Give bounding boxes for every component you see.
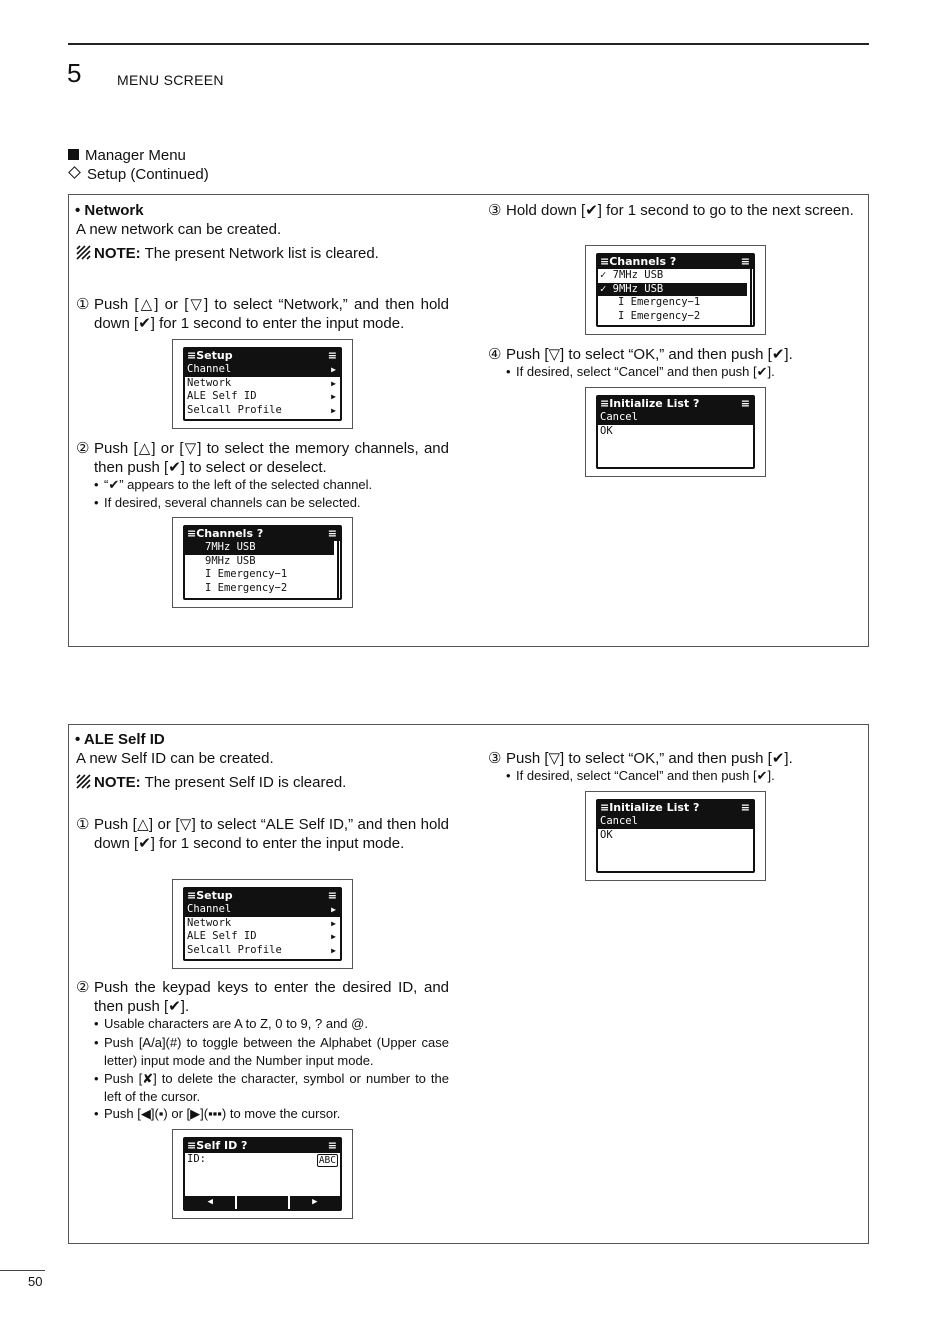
network-intro: A new network can be created.: [76, 221, 282, 238]
lcd-row: Cancel: [598, 815, 753, 829]
lcd-row: Channel ▶: [185, 363, 340, 377]
ale-step-2-bullet-4: • Push [◀](▪) or [▶](▪▪▪) to move the cursor.: [94, 1106, 341, 1121]
menu-icon: ≡: [600, 801, 610, 814]
lcd-row: Selcall Profile ▶: [187, 943, 336, 956]
arrow-right-icon: ▶: [331, 918, 336, 928]
arrow-right-icon: ▶: [331, 932, 336, 941]
menu-icon: ≡: [327, 527, 337, 540]
square-bullet-icon: [68, 149, 79, 160]
page-number: 50: [28, 1274, 43, 1289]
menu-icon: ≡: [740, 397, 750, 410]
section-subtitle: Setup (Continued): [68, 166, 209, 183]
lcd-row: ALE Self ID ▶: [187, 390, 336, 402]
network-step-3: ③ Hold down [✔] for 1 second to go to the next screen.: [488, 202, 854, 219]
ale-self-id-screen: ≡Self ID ? ≡ ID: ABC ◀ ▶: [172, 1129, 353, 1219]
note-icon: [76, 245, 91, 260]
network-step-2-bullet-2: • If desired, several channels can be selected.: [94, 495, 361, 510]
menu-icon: ≡: [740, 255, 750, 268]
section-title: Manager Menu: [68, 147, 186, 164]
lcd-row: Network ▶: [187, 376, 336, 389]
menu-icon: ≡: [600, 255, 610, 268]
lcd-row: Channel ▶: [185, 903, 340, 917]
lcd-row: Selcall Profile ▶: [187, 403, 336, 416]
arrow-right-icon: ▶: [331, 378, 336, 388]
lcd-row: 7MHz USB: [185, 541, 334, 555]
menu-icon: ≡: [187, 349, 197, 362]
ale-step-3: ③ Push [▽] to select “OK,” and then push [✔].: [488, 750, 793, 767]
network-step-1: ① Push [△] or [▽] to select “Network,” and then hold down [✔] for 1 second to enter the input mode.: [76, 296, 449, 332]
note-icon: [76, 774, 91, 789]
menu-icon: ≡: [327, 889, 337, 902]
network-heading: • Network: [75, 202, 144, 219]
lcd-row: OK: [600, 828, 613, 841]
network-channels-screen: ≡Channels ? ≡ 7MHz USB 9MHz USB I Emergency−1 I Emergency−2: [172, 517, 353, 608]
ale-initialize-screen: ≡Initialize List ? ≡ Cancel OK: [585, 791, 766, 881]
network-step-2-bullet-1: • “✔” appears to the left of the selected channel.: [94, 477, 373, 492]
arrow-right-icon: ▶: [331, 392, 336, 401]
ale-step-3-bullet-1: • If desired, select “Cancel” and then push [✔].: [506, 768, 775, 783]
input-mode-badge: ABC: [318, 1155, 336, 1166]
lcd-row: Network ▶: [187, 916, 336, 929]
ale-step-2-bullet-2: • Push [A/a](#) to toggle between the Alphabet (Upper case letter) input mode and the Number input mode.: [94, 1035, 449, 1068]
check-icon: ✓: [600, 282, 607, 295]
ale-step-2-bullet-1: • Usable characters are A to Z, 0 to 9, ? and @.: [94, 1016, 368, 1031]
cursor-left-key: ◀: [185, 1196, 235, 1209]
network-step-4-bullet-1: • If desired, select “Cancel” and then push [✔].: [506, 364, 775, 379]
arrow-right-icon: ▶: [331, 405, 336, 415]
menu-icon: ≡: [187, 1139, 197, 1152]
arrow-right-icon: ▶: [331, 945, 336, 955]
lcd-row: [185, 1153, 340, 1167]
check-icon: ✓: [600, 269, 607, 281]
ale-step-2-bullet-3: • Push [✘] to delete the character, symbol or number to the left of the cursor.: [94, 1071, 449, 1104]
ale-note: NOTE: The present Self ID is cleared.: [76, 773, 346, 792]
network-setup-screen: ≡Setup ≡ Channel ▶ Network ▶ ALE Self ID ▶ Selcall Profile ▶: [172, 339, 353, 429]
scrollbar: [750, 269, 752, 327]
menu-icon: ≡: [327, 349, 337, 362]
chapter-title: MENU SCREEN: [117, 72, 224, 88]
ale-step-1: ① Push [△] or [▽] to select “ALE Self ID,” and then hold down [✔] for 1 second to enter the input mode.: [76, 816, 449, 852]
footer-rule: [0, 1270, 45, 1271]
lcd-row: 9MHz USB: [205, 554, 256, 567]
id-label: ID:: [187, 1153, 206, 1165]
ale-heading: • ALE Self ID: [75, 731, 165, 748]
diamond-bullet-icon: [68, 166, 81, 179]
arrow-right-icon: ▶: [331, 905, 336, 914]
network-step-2: ② Push [△] or [▽] to select the memory channels, and then push [✔] to select or deselect.: [76, 440, 449, 476]
arrow-right-icon: ▶: [331, 365, 336, 374]
lcd-row: ALE Self ID ▶: [187, 930, 336, 942]
scrollbar: [337, 541, 339, 600]
network-step-4: ④ Push [▽] to select “OK,” and then push [✔].: [488, 346, 793, 363]
lcd-row: ✓ 7MHz USB: [600, 269, 664, 281]
ale-step-2: ② Push the keypad keys to enter the desired ID, and then push [✔].: [76, 979, 449, 1015]
cursor-right-key: ▶: [290, 1196, 340, 1209]
lcd-row: I Emergency−2: [205, 581, 288, 594]
lcd-row: OK: [600, 424, 613, 437]
lcd-row: I Emergency−1: [618, 296, 701, 308]
header-rule: [68, 43, 869, 45]
network-panel: [68, 194, 869, 647]
ale-setup-screen: ≡Setup ≡ Channel ▶ Network ▶ ALE Self ID ▶ Selcall Profile ▶: [172, 879, 353, 969]
softkey-blank: [237, 1196, 287, 1209]
lcd-row: I Emergency−2: [618, 309, 701, 322]
menu-icon: ≡: [187, 889, 197, 902]
ale-self-id-panel: [68, 724, 869, 1244]
network-channels-checked-screen: ≡Channels ? ≡ ✓ 7MHz USB ✓ 9MHz USB I Emergency−1 I Emergency−2: [585, 245, 766, 335]
lcd-row: I Emergency−1: [205, 568, 288, 580]
lcd-row: Cancel: [598, 411, 753, 425]
menu-icon: ≡: [187, 527, 197, 540]
menu-icon: ≡: [600, 397, 610, 410]
menu-icon: ≡: [327, 1139, 337, 1152]
chapter-number: 5: [67, 58, 82, 88]
menu-icon: ≡: [740, 801, 750, 814]
network-initialize-screen: ≡Initialize List ? ≡ Cancel OK: [585, 387, 766, 477]
softkey-bar: [185, 1196, 340, 1209]
network-note: NOTE: The present Network list is cleared.: [76, 244, 379, 263]
ale-intro: A new Self ID can be created.: [76, 750, 274, 767]
lcd-row: ✓ 9MHz USB: [598, 283, 747, 297]
